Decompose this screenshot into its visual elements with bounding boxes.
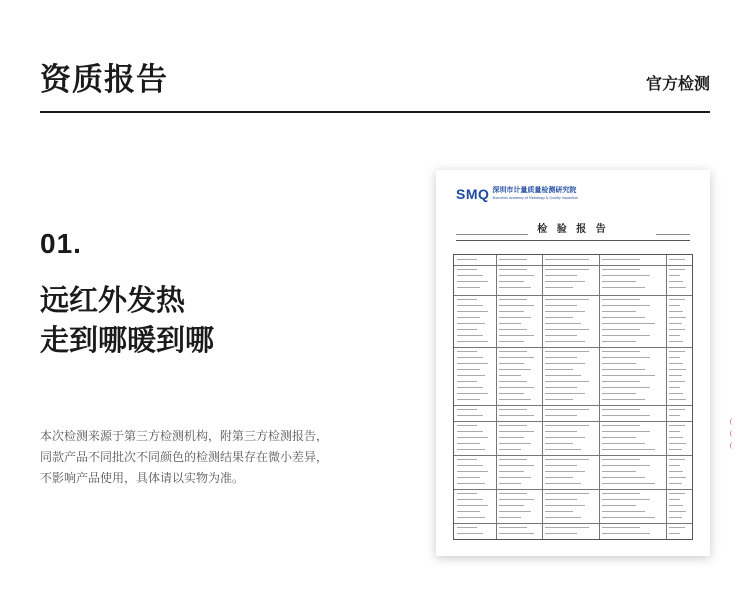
table-text-placeholder: [545, 369, 573, 370]
table-text-placeholder: [602, 375, 655, 376]
table-text-placeholder: [499, 493, 527, 494]
table-text-placeholder: [457, 437, 488, 438]
table-text-placeholder: [499, 369, 531, 370]
table-text-placeholder: [499, 399, 531, 400]
table-text-placeholder: [669, 415, 680, 416]
table-text-placeholder: [499, 287, 531, 288]
table-text-placeholder: [545, 299, 589, 300]
table-text-placeholder: [602, 311, 636, 312]
table-text-placeholder: [602, 511, 645, 512]
table-text-placeholder: [545, 409, 589, 410]
table-text-placeholder: [457, 425, 477, 426]
table-text-placeholder: [669, 459, 685, 460]
table-row-line: [454, 265, 692, 266]
table-text-placeholder: [457, 533, 483, 534]
header-tag: 官方检测: [645, 74, 710, 93]
table-text-placeholder: [457, 527, 477, 528]
table-text-placeholder: [499, 437, 524, 438]
org-logo-mark: SMQ: [456, 186, 490, 202]
table-text-placeholder: [457, 281, 488, 282]
org-name-cn: 深圳市计量质量检测研究院: [492, 186, 577, 194]
table-text-placeholder: [669, 399, 686, 400]
table-text-placeholder: [545, 259, 589, 260]
table-text-placeholder: [457, 483, 485, 484]
table-text-placeholder: [457, 275, 483, 276]
table-text-placeholder: [602, 431, 650, 432]
table-text-placeholder: [499, 351, 527, 352]
table-column-line: [496, 255, 497, 539]
table-text-placeholder: [457, 311, 488, 312]
table-text-placeholder: [499, 527, 527, 528]
table-text-placeholder: [669, 437, 683, 438]
table-text-placeholder: [602, 517, 655, 518]
table-text-placeholder: [669, 393, 683, 394]
table-text-placeholder: [669, 465, 680, 466]
table-text-placeholder: [669, 317, 686, 318]
table-text-placeholder: [545, 493, 589, 494]
table-text-placeholder: [602, 381, 640, 382]
table-text-placeholder: [545, 329, 589, 330]
table-text-placeholder: [499, 393, 524, 394]
description-line: 不影响产品使用，具体请以实物为准。: [40, 471, 245, 485]
table-text-placeholder: [545, 305, 577, 306]
table-text-placeholder: [602, 281, 636, 282]
table-text-placeholder: [545, 533, 577, 534]
table-text-placeholder: [457, 375, 485, 376]
table-text-placeholder: [545, 459, 589, 460]
table-text-placeholder: [457, 387, 483, 388]
table-text-placeholder: [545, 393, 585, 394]
table-text-placeholder: [602, 259, 640, 260]
table-text-placeholder: [602, 351, 640, 352]
table-text-placeholder: [602, 449, 655, 450]
table-text-placeholder: [602, 533, 650, 534]
table-text-placeholder: [499, 341, 524, 342]
table-text-placeholder: [602, 305, 650, 306]
table-text-placeholder: [602, 369, 645, 370]
table-text-placeholder: [457, 409, 477, 410]
table-text-placeholder: [602, 483, 655, 484]
table-text-placeholder: [457, 477, 480, 478]
table-text-placeholder: [499, 269, 527, 270]
report-meta-line: [456, 232, 690, 238]
table-text-placeholder: [669, 259, 685, 260]
table-text-placeholder: [602, 425, 640, 426]
table-text-placeholder: [457, 443, 480, 444]
table-text-placeholder: [602, 287, 645, 288]
table-text-placeholder: [602, 443, 645, 444]
table-text-placeholder: [545, 311, 585, 312]
table-text-placeholder: [499, 449, 521, 450]
table-text-placeholder: [669, 329, 685, 330]
table-text-placeholder: [457, 351, 477, 352]
table-column-line: [599, 255, 600, 539]
table-text-placeholder: [499, 471, 524, 472]
table-text-placeholder: [545, 449, 581, 450]
table-text-placeholder: [545, 511, 573, 512]
table-text-placeholder: [545, 357, 577, 358]
table-text-placeholder: [499, 517, 521, 518]
table-text-placeholder: [545, 281, 585, 282]
table-text-placeholder: [669, 511, 686, 512]
table-text-placeholder: [499, 477, 531, 478]
table-text-placeholder: [457, 329, 477, 330]
table-text-placeholder: [499, 281, 524, 282]
table-text-placeholder: [457, 305, 483, 306]
table-text-placeholder: [499, 505, 524, 506]
table-text-placeholder: [669, 499, 680, 500]
table-text-placeholder: [499, 415, 534, 416]
table-text-placeholder: [602, 477, 645, 478]
table-text-placeholder: [457, 393, 488, 394]
table-text-placeholder: [499, 299, 527, 300]
table-text-placeholder: [602, 275, 650, 276]
table-text-placeholder: [545, 269, 589, 270]
table-text-placeholder: [457, 259, 477, 260]
table-text-placeholder: [545, 387, 577, 388]
table-text-placeholder: [669, 381, 685, 382]
table-text-placeholder: [545, 471, 585, 472]
table-text-placeholder: [457, 471, 488, 472]
table-text-placeholder: [499, 381, 527, 382]
table-text-placeholder: [602, 357, 650, 358]
table-row-line: [454, 347, 692, 348]
description-line: 本次检测来源于第三方检测机构，附第三方检测报告，: [40, 429, 329, 443]
table-text-placeholder: [602, 437, 636, 438]
table-text-placeholder: [499, 511, 531, 512]
table-text-placeholder: [457, 465, 483, 466]
table-text-placeholder: [602, 299, 640, 300]
table-text-placeholder: [669, 351, 685, 352]
table-text-placeholder: [669, 299, 685, 300]
table-text-placeholder: [457, 357, 483, 358]
table-text-placeholder: [669, 281, 683, 282]
table-text-placeholder: [669, 323, 682, 324]
org-logo: [456, 186, 578, 202]
table-text-placeholder: [602, 415, 650, 416]
table-text-placeholder: [669, 425, 685, 426]
table-text-placeholder: [669, 287, 686, 288]
table-text-placeholder: [602, 363, 636, 364]
table-text-placeholder: [499, 387, 534, 388]
table-text-placeholder: [669, 409, 685, 410]
table-text-placeholder: [545, 375, 581, 376]
table-text-placeholder: [457, 415, 483, 416]
table-text-placeholder: [457, 517, 485, 518]
table-text-placeholder: [545, 483, 581, 484]
header-divider: [40, 111, 710, 113]
headline-line-1: 远红外发热: [40, 283, 186, 317]
table-text-placeholder: [499, 311, 524, 312]
section-number: 01.: [40, 228, 82, 259]
description-line: 同款产品不同批次不同颜色的检测结果存在微小差异，: [40, 450, 329, 464]
table-text-placeholder: [545, 323, 581, 324]
table-text-placeholder: [669, 369, 686, 370]
table-text-placeholder: [545, 415, 577, 416]
table-text-placeholder: [669, 375, 682, 376]
table-row-line: [454, 421, 692, 422]
table-text-placeholder: [457, 317, 480, 318]
table-text-placeholder: [457, 493, 477, 494]
table-text-placeholder: [499, 409, 527, 410]
table-text-placeholder: [602, 409, 640, 410]
table-text-placeholder: [457, 431, 483, 432]
table-text-placeholder: [545, 335, 577, 336]
table-row-line: [454, 523, 692, 524]
table-text-placeholder: [499, 323, 521, 324]
table-text-placeholder: [457, 381, 477, 382]
table-text-placeholder: [457, 449, 485, 450]
table-text-placeholder: [669, 527, 685, 528]
table-text-placeholder: [602, 341, 636, 342]
table-text-placeholder: [669, 483, 682, 484]
table-text-placeholder: [545, 399, 573, 400]
table-text-placeholder: [499, 329, 527, 330]
table-text-placeholder: [499, 499, 534, 500]
table-text-placeholder: [499, 259, 527, 260]
table-text-placeholder: [669, 533, 680, 534]
table-text-placeholder: [457, 499, 483, 500]
table-text-placeholder: [545, 317, 573, 318]
table-text-placeholder: [499, 363, 524, 364]
table-text-placeholder: [669, 305, 680, 306]
table-text-placeholder: [499, 465, 534, 466]
table-text-placeholder: [457, 323, 485, 324]
table-text-placeholder: [499, 459, 527, 460]
report-title: 检 验 报 告: [537, 224, 609, 235]
table-text-placeholder: [545, 477, 573, 478]
table-text-placeholder: [602, 317, 645, 318]
table-text-placeholder: [545, 499, 577, 500]
table-text-placeholder: [669, 493, 685, 494]
table-text-placeholder: [602, 471, 636, 472]
table-text-placeholder: [545, 425, 589, 426]
table-text-placeholder: [602, 387, 650, 388]
table-column-line: [666, 255, 667, 539]
table-text-placeholder: [545, 341, 585, 342]
table-text-placeholder: [602, 335, 650, 336]
table-text-placeholder: [602, 505, 636, 506]
table-text-placeholder: [499, 431, 534, 432]
table-text-placeholder: [669, 443, 686, 444]
table-text-placeholder: [499, 375, 521, 376]
table-text-placeholder: [457, 299, 477, 300]
table-text-placeholder: [499, 317, 531, 318]
table-text-placeholder: [457, 341, 488, 342]
table-text-placeholder: [545, 465, 577, 466]
table-text-placeholder: [602, 399, 645, 400]
table-text-placeholder: [457, 511, 480, 512]
table-text-placeholder: [669, 477, 686, 478]
table-text-placeholder: [499, 443, 531, 444]
table-text-placeholder: [545, 527, 589, 528]
table-text-placeholder: [669, 311, 683, 312]
table-text-placeholder: [602, 329, 640, 330]
table-text-placeholder: [545, 275, 577, 276]
table-text-placeholder: [545, 363, 585, 364]
table-text-placeholder: [545, 443, 573, 444]
table-text-placeholder: [545, 287, 573, 288]
table-text-placeholder: [602, 527, 640, 528]
table-text-placeholder: [602, 465, 650, 466]
table-text-placeholder: [457, 399, 480, 400]
table-text-placeholder: [499, 425, 527, 426]
table-text-placeholder: [457, 505, 488, 506]
test-report-image: [436, 170, 710, 556]
headline-line-2: 走到哪暖到哪: [40, 323, 215, 357]
table-text-placeholder: [669, 387, 680, 388]
table-text-placeholder: [669, 449, 682, 450]
stamp-mark: [730, 418, 738, 468]
table-text-placeholder: [457, 287, 480, 288]
table-text-placeholder: [669, 517, 682, 518]
table-text-placeholder: [545, 505, 585, 506]
table-text-placeholder: [545, 517, 581, 518]
table-text-placeholder: [602, 323, 655, 324]
table-row-line: [454, 405, 692, 406]
table-text-placeholder: [457, 335, 483, 336]
table-text-placeholder: [545, 431, 577, 432]
table-text-placeholder: [457, 363, 488, 364]
table-text-placeholder: [499, 483, 521, 484]
table-text-placeholder: [499, 357, 534, 358]
table-text-placeholder: [669, 471, 683, 472]
section-description: [40, 426, 328, 489]
table-text-placeholder: [669, 363, 683, 364]
table-text-placeholder: [602, 493, 640, 494]
table-text-placeholder: [602, 459, 640, 460]
table-text-placeholder: [499, 335, 534, 336]
table-text-placeholder: [669, 269, 685, 270]
table-text-placeholder: [545, 351, 589, 352]
org-logo-text: [492, 186, 578, 202]
page-title: 资质报告: [40, 62, 168, 98]
table-text-placeholder: [669, 357, 680, 358]
table-row-line: [454, 295, 692, 296]
section-headline: [40, 280, 214, 360]
table-column-line: [542, 255, 543, 539]
table-text-placeholder: [602, 393, 636, 394]
table-text-placeholder: [669, 505, 683, 506]
table-text-placeholder: [602, 499, 650, 500]
table-text-placeholder: [602, 269, 640, 270]
table-text-placeholder: [499, 275, 534, 276]
table-text-placeholder: [669, 341, 683, 342]
table-text-placeholder: [545, 381, 589, 382]
table-text-placeholder: [499, 533, 534, 534]
table-text-placeholder: [457, 369, 480, 370]
table-text-placeholder: [669, 431, 680, 432]
table-text-placeholder: [669, 335, 680, 336]
table-text-placeholder: [545, 437, 585, 438]
table-text-placeholder: [457, 459, 477, 460]
table-text-placeholder: [457, 269, 477, 270]
report-meta-divider: [456, 240, 690, 241]
table-text-placeholder: [499, 305, 534, 306]
table-row-line: [454, 489, 692, 490]
table-row-line: [454, 455, 692, 456]
report-results-table: [453, 254, 693, 540]
org-name-en: Shenzhen Academy of Metrology & Quality Inspection: [492, 196, 579, 200]
table-text-placeholder: [669, 275, 680, 276]
